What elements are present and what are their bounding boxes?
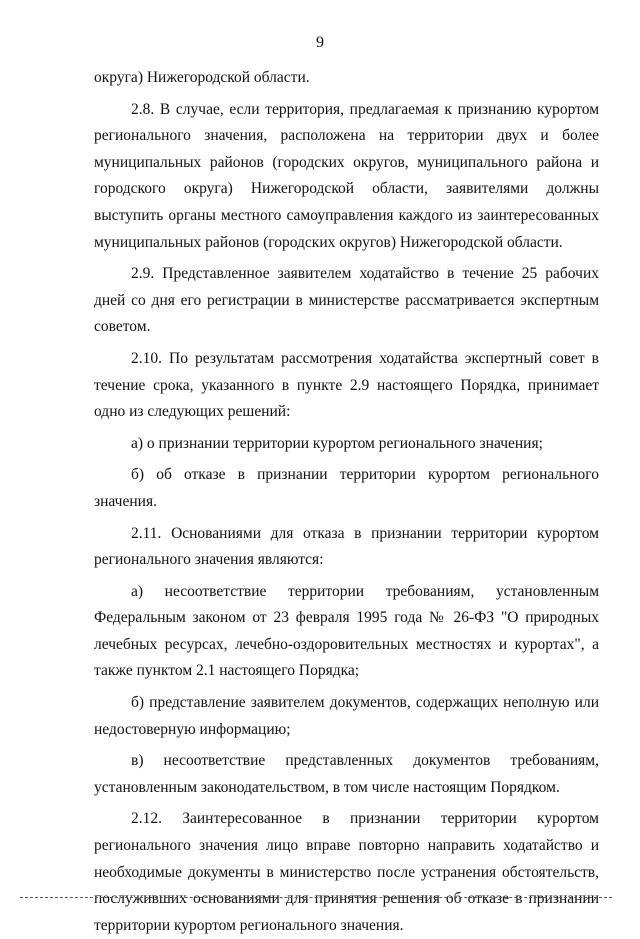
paragraph-continuation: округа) Нижегородской области. [94, 69, 310, 86]
page-number: 9 [316, 34, 324, 51]
paragraph-2-12: 2.12. Заинтересованное в признании территории курортом регионального значения лицо вправе повторно направить ходатайство и необходимые документы в министерство после устранения обстоятельств, послуживших основаниями для принятия решения об отказе в признании территории курортом регионального значения. [94, 810, 599, 934]
paragraph-2-8: 2.8. В случае, если территория, предлагаемая к признанию курортом регионального значения, расположена на территории двух и более муниципальных районов (городских округов, муниципального района и городского округа) Нижегородской области, заявителями должны выступить органы местного самоуправления каждого из заинтересованных муниципальных районов (городских округов) Нижегородской области. [94, 100, 599, 251]
list-item-2-11-a: а) несоответствие территории требованиям, установленным Федеральным законом от 23 февраля 1995 года № 26-ФЗ "О природных лечебных ресурсах, лечебно-оздоровительных местностях и курортах", а также пунктом 2.1 настоящего Порядка; [94, 582, 599, 680]
paragraph-2-10: 2.10. По результатам рассмотрения ходатайства экспертный совет в течение срока, указанного в пункте 2.9 настоящего Порядка, принимает одно из следующих решений: [94, 349, 599, 421]
list-item-2-10-a: а) о признании территории курортом регионального значения; [131, 434, 543, 452]
list-item-2-11-c: в) несоответствие представленных документов требованиям, установленным законодательством, в том числе настоящим Порядком. [94, 752, 599, 796]
paragraph-2-11: 2.11. Основаниями для отказа в признании территории курортом регионального значения являются: [94, 524, 599, 569]
paragraph-2-9: 2.9. Представленное заявителем ходатайство в течение 25 рабочих дней со дня его регистрации в министерстве рассматривается экспертным советом. [94, 265, 599, 336]
list-item-2-10-b: б) об отказе в признании территории курортом регионального значения. [94, 466, 599, 510]
scan-edge-divider [20, 897, 612, 898]
document-body [94, 65, 599, 939]
list-item-2-11-b: б) представление заявителем документов, содержащих неполную или недостоверную информацию; [94, 694, 599, 738]
